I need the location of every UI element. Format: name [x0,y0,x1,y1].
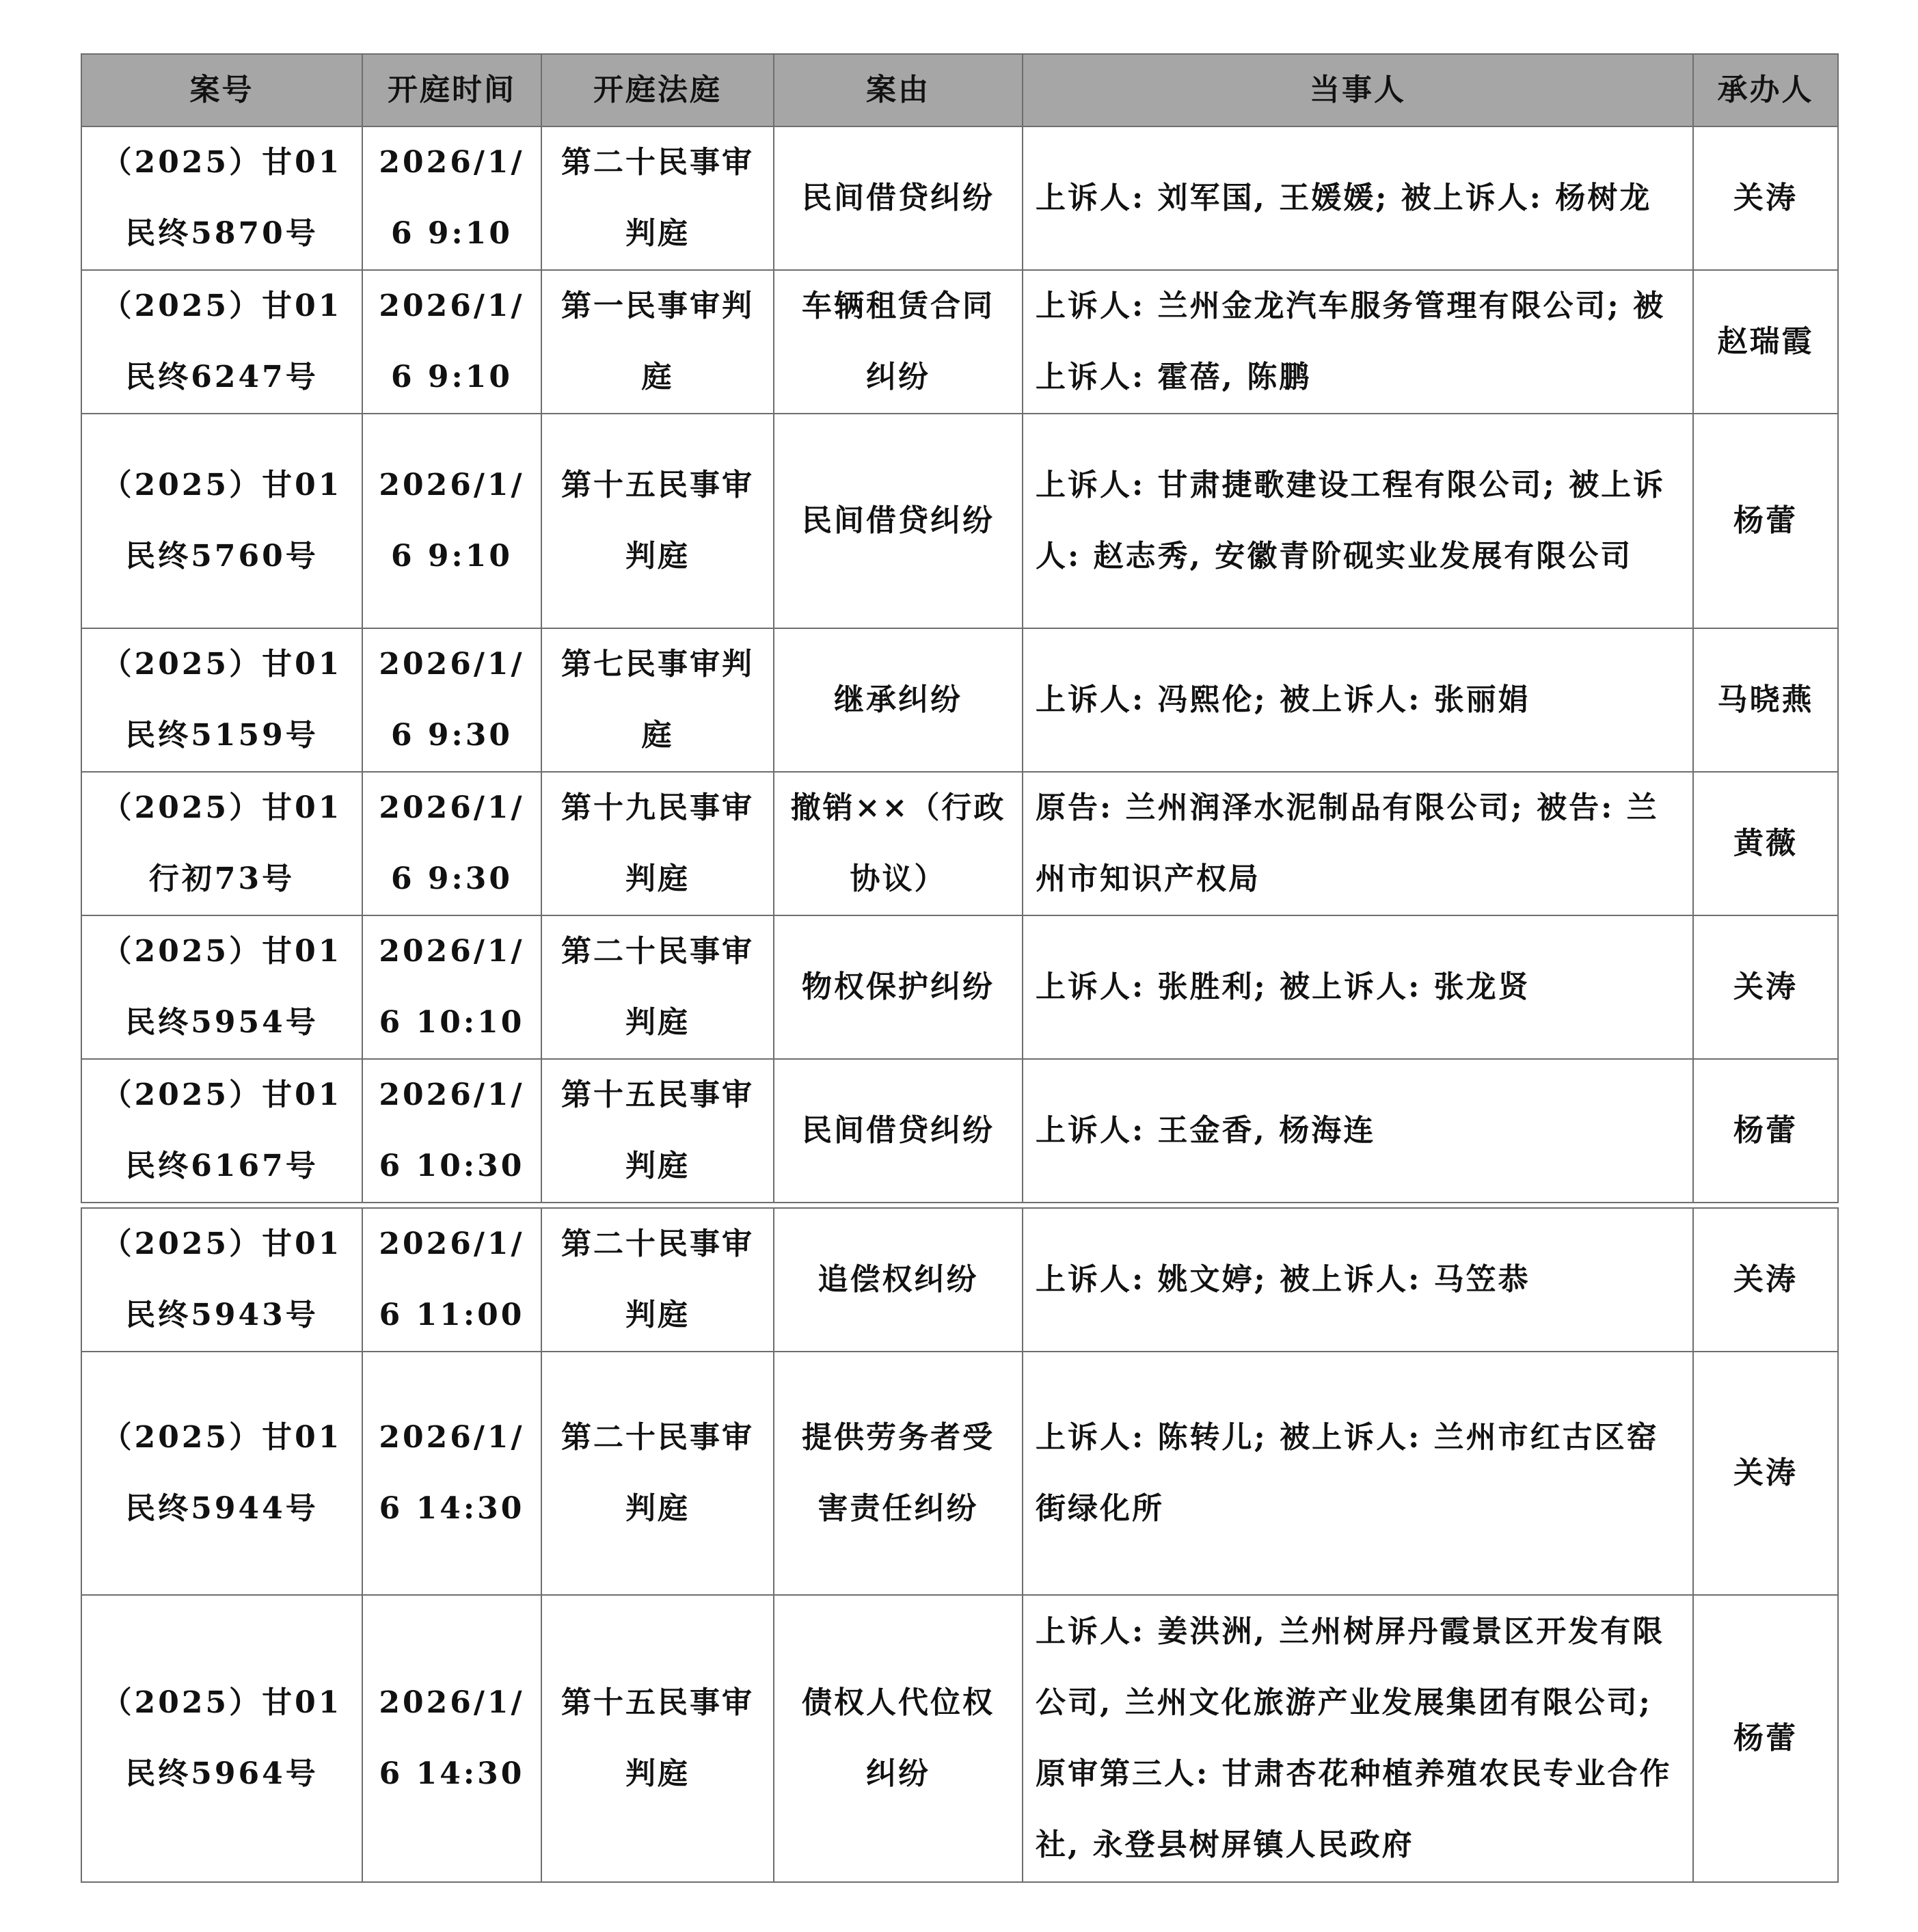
table-row [81,772,1838,915]
case-number: （2025）甘01民终5943号 [81,1208,362,1352]
hearing-time: 2026/1/6 9:10 [362,414,541,628]
hearing-time: 2026/1/6 14:30 [362,1352,541,1595]
case-number: （2025）甘01民终5964号 [81,1595,362,1882]
parties: 原告: 兰州润泽水泥制品有限公司; 被告: 兰州市知识产权局 [1023,772,1693,915]
hearing-time: 2026/1/6 11:00 [362,1208,541,1352]
parties: 上诉人: 姚文婷; 被上诉人: 马笠恭 [1023,1208,1693,1352]
table-row [81,1059,1838,1203]
case-cause: 民间借贷纠纷 [774,414,1023,628]
courtroom: 第七民事审判庭 [541,628,774,772]
courtroom: 第十五民事审判庭 [541,1595,774,1882]
case-cause: 继承纠纷 [774,628,1023,772]
courtroom: 第十九民事审判庭 [541,772,774,915]
case-number: （2025）甘01民终6247号 [81,270,362,414]
courtroom: 第十五民事审判庭 [541,1059,774,1203]
case-number: （2025）甘01行初73号 [81,772,362,915]
table-row [81,915,1838,1059]
hearing-time: 2026/1/6 9:10 [362,126,541,270]
parties: 上诉人: 王金香, 杨海连 [1023,1059,1693,1203]
case-cause: 民间借贷纠纷 [774,126,1023,270]
case-cause: 车辆租赁合同纠纷 [774,270,1023,414]
case-number: （2025）甘01民终5944号 [81,1352,362,1595]
header-courtroom: 开庭法庭 [541,54,774,126]
judge: 马晓燕 [1693,628,1838,772]
hearing-schedule-table [81,53,1839,1883]
parties: 上诉人: 姜洪洲, 兰州树屏丹霞景区开发有限公司, 兰州文化旅游产业发展集团有限公司; 原审第三人: 甘肃杏花种植养殖农民专业合作社, 永登县树屏镇人民政府 [1023,1595,1693,1882]
parties: 上诉人: 兰州金龙汽车服务管理有限公司; 被上诉人: 霍蓓, 陈鹏 [1023,270,1693,414]
case-number: （2025）甘01民终5159号 [81,628,362,772]
hearing-time: 2026/1/6 9:30 [362,772,541,915]
case-cause: 追偿权纠纷 [774,1208,1023,1352]
hearing-time: 2026/1/6 9:30 [362,628,541,772]
courtroom: 第十五民事审判庭 [541,414,774,628]
parties: 上诉人: 冯熙伦; 被上诉人: 张丽娟 [1023,628,1693,772]
header-cause: 案由 [774,54,1023,126]
table-row [81,1352,1838,1595]
case-cause: 债权人代位权纠纷 [774,1595,1023,1882]
table-row [81,628,1838,772]
courtroom: 第二十民事审判庭 [541,1352,774,1595]
table-row [81,1208,1838,1352]
header-judge: 承办人 [1693,54,1838,126]
judge: 黄薇 [1693,772,1838,915]
table-row [81,1595,1838,1882]
judge: 关涛 [1693,1208,1838,1352]
parties: 上诉人: 刘军国, 王媛媛; 被上诉人: 杨树龙 [1023,126,1693,270]
case-number: （2025）甘01民终5954号 [81,915,362,1059]
hearing-time: 2026/1/6 10:30 [362,1059,541,1203]
table-row [81,270,1838,414]
header-hearing-time: 开庭时间 [362,54,541,126]
case-cause: 民间借贷纠纷 [774,1059,1023,1203]
page-break [81,1203,1838,1208]
judge: 赵瑞霞 [1693,270,1838,414]
courtroom: 第二十民事审判庭 [541,1208,774,1352]
judge: 关涛 [1693,126,1838,270]
case-cause: 提供劳务者受害责任纠纷 [774,1352,1023,1595]
hearing-time: 2026/1/6 10:10 [362,915,541,1059]
judge: 关涛 [1693,1352,1838,1595]
header-row [81,54,1838,126]
case-cause: 撤销××（行政协议） [774,772,1023,915]
parties: 上诉人: 甘肃捷歌建设工程有限公司; 被上诉人: 赵志秀, 安徽青阶砚实业发展有限公司 [1023,414,1693,628]
judge: 杨蕾 [1693,414,1838,628]
header-case-number: 案号 [81,54,362,126]
parties: 上诉人: 陈转儿; 被上诉人: 兰州市红古区窑街绿化所 [1023,1352,1693,1595]
header-parties: 当事人 [1023,54,1693,126]
hearing-time: 2026/1/6 9:10 [362,270,541,414]
parties: 上诉人: 张胜利; 被上诉人: 张龙贤 [1023,915,1693,1059]
judge: 杨蕾 [1693,1595,1838,1882]
case-number: （2025）甘01民终5870号 [81,126,362,270]
case-number: （2025）甘01民终6167号 [81,1059,362,1203]
judge: 关涛 [1693,915,1838,1059]
courtroom: 第二十民事审判庭 [541,126,774,270]
table-row [81,126,1838,270]
page-break-gap [81,1203,1838,1208]
hearing-time: 2026/1/6 14:30 [362,1595,541,1882]
courtroom: 第一民事审判庭 [541,270,774,414]
judge: 杨蕾 [1693,1059,1838,1203]
table-row [81,414,1838,628]
case-cause: 物权保护纠纷 [774,915,1023,1059]
case-number: （2025）甘01民终5760号 [81,414,362,628]
courtroom: 第二十民事审判庭 [541,915,774,1059]
